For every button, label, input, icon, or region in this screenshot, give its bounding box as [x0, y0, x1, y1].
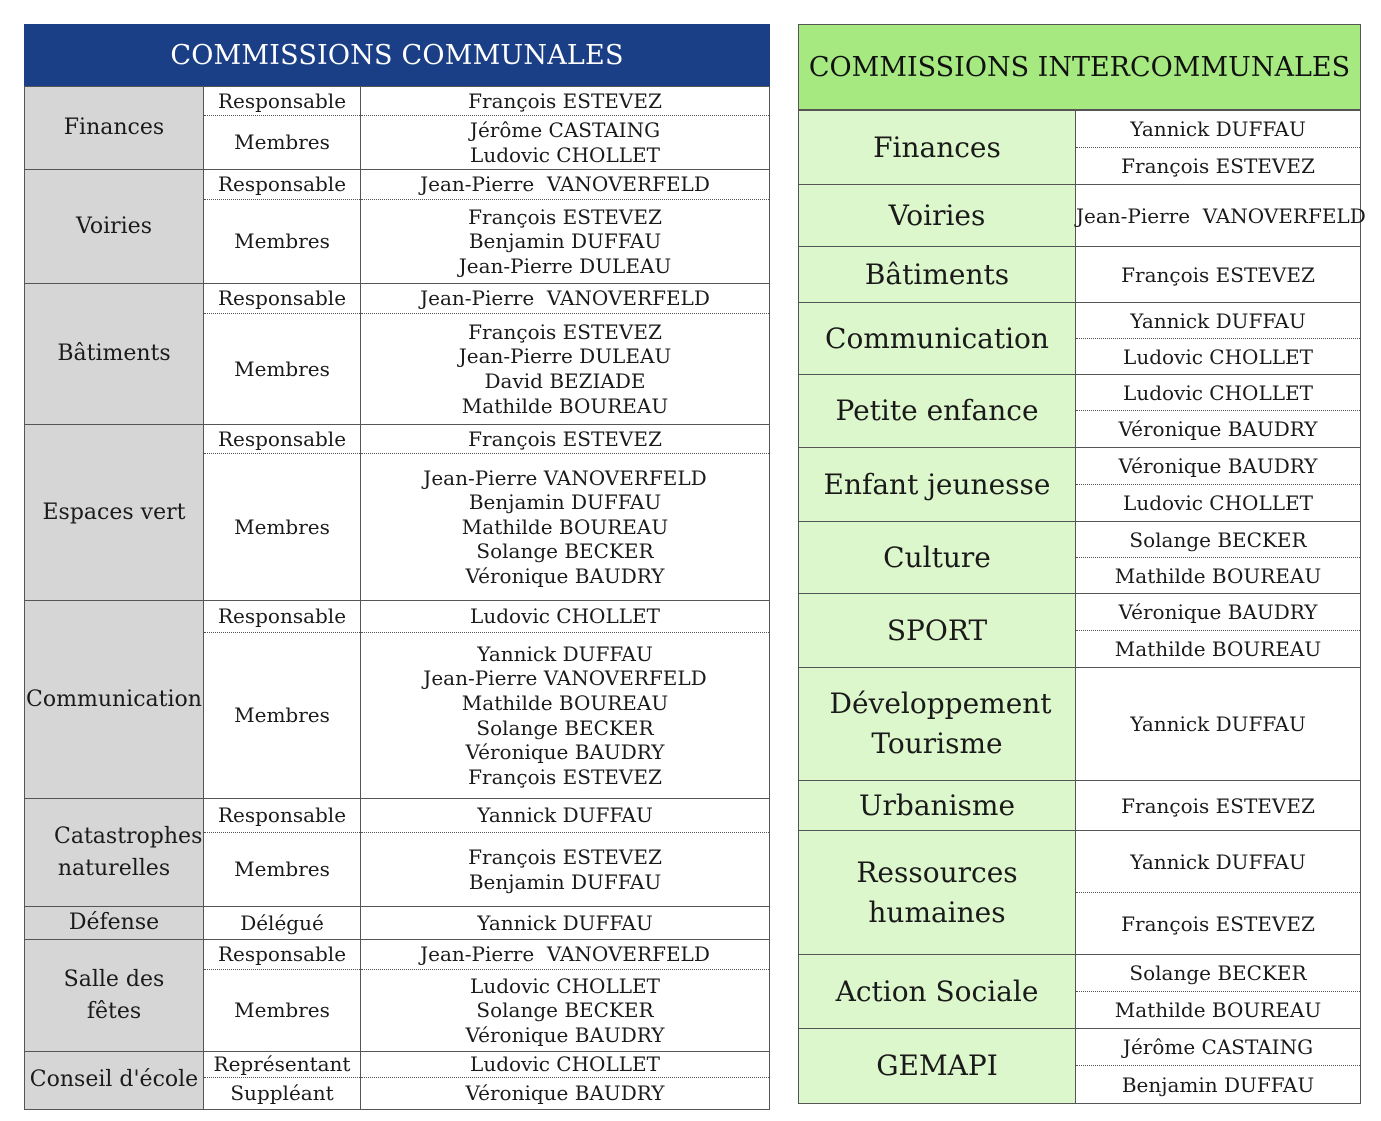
member-cell	[361, 314, 770, 425]
member-name: Yannick DUFFAU	[477, 803, 653, 828]
commission-row	[25, 601, 770, 633]
intercommission-name-text: Ressources humaines	[856, 855, 1018, 929]
member-name: Jean-Pierre VANOVERFELD	[420, 286, 710, 311]
member-name: Jérôme CASTAING	[469, 117, 661, 142]
member-name: Yannick DUFFAU	[1076, 303, 1361, 339]
intercommission-row	[799, 247, 1361, 303]
member-name: François ESTEVEZ	[1076, 893, 1361, 955]
member-name: François ESTEVEZ	[468, 844, 662, 869]
intercommission-row	[799, 375, 1361, 411]
commission-name-catastrophes-naturelles	[25, 799, 204, 907]
commission-name-text: Salle des fêtes	[63, 966, 165, 1024]
member-cell	[361, 799, 770, 833]
intercommunales-title: COMMISSIONS INTERCOMMUNALES	[798, 24, 1361, 110]
role-label: Membres	[204, 454, 361, 601]
communales-panel	[24, 24, 770, 1110]
member-name: Jean-Pierre DULEAU	[458, 253, 672, 278]
commission-name-conseil-d-ecole: Conseil d'école	[25, 1052, 204, 1110]
member-name: François ESTEVEZ	[1076, 148, 1361, 185]
member-name: Mathilde BOUREAU	[1076, 992, 1361, 1029]
member-name: Ludovic CHOLLET	[1076, 375, 1361, 411]
role-label: Membres	[204, 116, 361, 170]
commission-name-communication: Communication	[25, 601, 204, 799]
intercommission-name-batiments: Bâtiments	[799, 247, 1076, 303]
intercommunales-panel	[798, 24, 1366, 1104]
member-name: François ESTEVEZ	[468, 764, 662, 789]
commission-name-finances: Finances	[25, 87, 204, 170]
member-name: François ESTEVEZ	[468, 204, 662, 229]
role-label: Délégué	[204, 907, 361, 940]
member-cell	[361, 1077, 770, 1109]
member-cell	[361, 970, 770, 1052]
intercommission-name-finances: Finances	[799, 111, 1076, 185]
commission-name-text: Catastrophes naturelles	[54, 823, 203, 881]
intercommission-name-communication: Communication	[799, 303, 1076, 375]
commission-row	[25, 799, 770, 833]
member-name: Jean-Pierre VANOVERFELD	[1076, 185, 1361, 247]
intercommission-row	[799, 111, 1361, 148]
member-name: Solange BECKER	[1076, 522, 1361, 558]
intercommission-name-developpement-tourisme	[799, 668, 1076, 781]
intercommission-name-sport: SPORT	[799, 594, 1076, 668]
member-name: Mathilde BOUREAU	[461, 393, 669, 418]
member-name: Véronique BAUDRY	[1076, 411, 1361, 448]
commission-row	[25, 425, 770, 454]
member-name: Véronique BAUDRY	[465, 1022, 665, 1047]
intercommission-name-gemapi: GEMAPI	[799, 1029, 1076, 1104]
role-label: Représentant	[204, 1052, 361, 1078]
member-name: Benjamin DUFFAU	[1076, 1066, 1361, 1104]
role-label: Suppléant	[204, 1077, 361, 1109]
intercommission-name-ressources-humaines	[799, 831, 1076, 955]
intercommission-name-petite-enfance: Petite enfance	[799, 375, 1076, 448]
intercommission-name-enfant-jeunesse: Enfant jeunesse	[799, 448, 1076, 522]
member-name: François ESTEVEZ	[1076, 781, 1361, 831]
member-name: Ludovic CHOLLET	[470, 973, 660, 998]
commission-name-espaces-vert: Espaces vert	[25, 425, 204, 601]
intercommission-row	[799, 185, 1361, 247]
member-name: Véronique BAUDRY	[465, 1080, 665, 1105]
intercommission-name-action-sociale: Action Sociale	[799, 955, 1076, 1029]
member-name: Solange BECKER	[1076, 955, 1361, 992]
member-cell	[361, 940, 770, 970]
member-name: Benjamin DUFFAU	[468, 490, 662, 515]
intercommunales-table	[798, 110, 1366, 1104]
role-label: Membres	[204, 314, 361, 425]
communales-table	[24, 86, 770, 1110]
commission-row	[25, 907, 770, 940]
member-name: Véronique BAUDRY	[1076, 448, 1361, 485]
member-name: Jérôme CASTAING	[1076, 1029, 1361, 1066]
role-label: Responsable	[204, 799, 361, 833]
member-name: Jean-Pierre VANOVERFELD	[420, 942, 710, 967]
member-name: Ludovic CHOLLET	[470, 604, 660, 629]
member-name: David BEZIADE	[484, 369, 646, 393]
intercommission-row	[799, 1029, 1361, 1066]
member-name: Ludovic CHOLLET	[470, 142, 660, 167]
member-name: Ludovic CHOLLET	[1076, 485, 1361, 522]
commission-name-batiments: Bâtiments	[25, 284, 204, 425]
member-cell	[361, 425, 770, 454]
member-name: Solange BECKER	[476, 539, 654, 564]
member-cell	[361, 454, 770, 601]
intercommission-row	[799, 668, 1361, 781]
member-cell	[361, 907, 770, 940]
role-label: Membres	[204, 833, 361, 907]
intercommission-row	[799, 448, 1361, 485]
member-cell	[361, 200, 770, 284]
member-name: Solange BECKER	[476, 715, 654, 740]
intercommission-name-culture: Culture	[799, 522, 1076, 594]
commission-name-salle-des-fetes	[25, 940, 204, 1052]
role-label: Membres	[204, 200, 361, 284]
commission-name-defense: Défense	[25, 907, 204, 940]
member-name: Véronique BAUDRY	[465, 563, 665, 588]
intercommission-row	[799, 594, 1361, 631]
member-name: Yannick DUFFAU	[477, 910, 653, 935]
role-label: Responsable	[204, 425, 361, 454]
member-name: Véronique BAUDRY	[465, 740, 665, 765]
communales-title: COMMISSIONS COMMUNALES	[24, 24, 770, 86]
member-name: Jean-Pierre VANOVERFELD	[423, 666, 707, 691]
commission-row	[25, 170, 770, 200]
member-name: François ESTEVEZ	[1076, 247, 1361, 303]
member-name: Jean-Pierre DULEAU	[458, 344, 672, 369]
intercommission-row	[799, 831, 1361, 893]
member-name: Benjamin DUFFAU	[468, 229, 662, 254]
member-name: Véronique BAUDRY	[1076, 594, 1361, 631]
intercommission-name-text: Développement Tourisme	[829, 687, 1052, 760]
member-name: Mathilde BOUREAU	[461, 514, 669, 539]
member-name: François ESTEVEZ	[468, 88, 662, 113]
role-label: Membres	[204, 633, 361, 799]
member-name: Solange BECKER	[476, 998, 654, 1023]
member-name: Mathilde BOUREAU	[1076, 558, 1361, 594]
member-name: Ludovic CHOLLET	[1076, 339, 1361, 375]
role-label: Responsable	[204, 284, 361, 314]
member-name: Yannick DUFFAU	[1076, 831, 1361, 893]
member-name: François ESTEVEZ	[468, 319, 662, 344]
intercommission-name-voiries: Voiries	[799, 185, 1076, 247]
member-cell	[361, 87, 770, 116]
member-name: Yannick DUFFAU	[1076, 111, 1361, 148]
member-cell	[361, 833, 770, 907]
role-label: Responsable	[204, 87, 361, 116]
member-name: Jean-Pierre VANOVERFELD	[420, 172, 710, 197]
member-cell	[361, 1052, 770, 1078]
member-cell	[361, 116, 770, 170]
member-cell	[361, 284, 770, 314]
role-label: Membres	[204, 970, 361, 1052]
intercommission-row	[799, 303, 1361, 339]
member-cell	[361, 633, 770, 799]
member-name: Mathilde BOUREAU	[461, 690, 669, 715]
intercommission-name-urbanisme: Urbanisme	[799, 781, 1076, 831]
member-name: Benjamin DUFFAU	[468, 869, 662, 894]
commission-row	[25, 87, 770, 116]
member-name: Yannick DUFFAU	[1076, 668, 1361, 781]
member-name: Yannick DUFFAU	[477, 641, 653, 666]
member-name: François ESTEVEZ	[468, 426, 662, 451]
member-cell	[361, 601, 770, 633]
commission-row	[25, 940, 770, 970]
member-name: Ludovic CHOLLET	[470, 1052, 660, 1076]
member-name: Mathilde BOUREAU	[1076, 631, 1361, 668]
intercommission-row	[799, 522, 1361, 558]
role-label: Responsable	[204, 940, 361, 970]
commission-row	[25, 1052, 770, 1078]
role-label: Responsable	[204, 601, 361, 633]
intercommission-row	[799, 781, 1361, 831]
member-cell	[361, 170, 770, 200]
member-name: Jean-Pierre VANOVERFELD	[423, 465, 707, 490]
role-label: Responsable	[204, 170, 361, 200]
commission-row	[25, 284, 770, 314]
commission-name-voiries: Voiries	[25, 170, 204, 284]
intercommission-row	[799, 955, 1361, 992]
